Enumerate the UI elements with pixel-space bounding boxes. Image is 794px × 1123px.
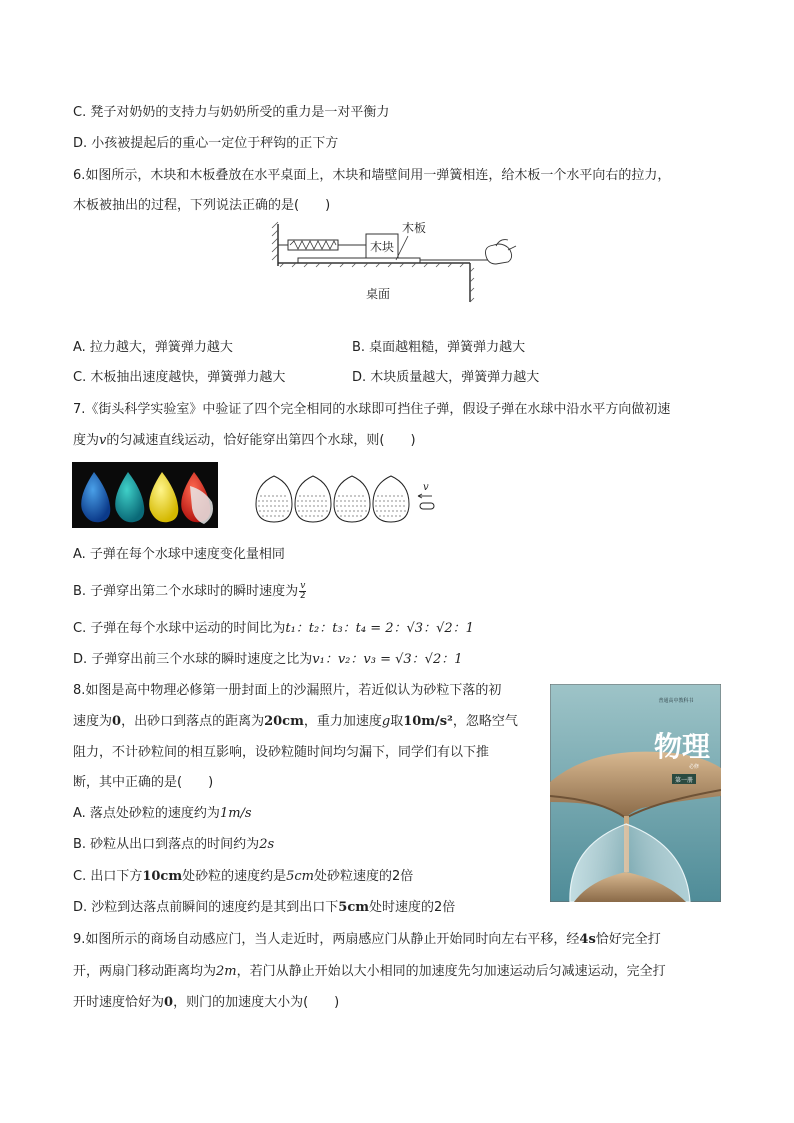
- q8-option-c: C. 出口下方10cm处砂粒的速度约是5cm处砂粒速度的2倍: [73, 869, 414, 884]
- velocity-label: v: [423, 482, 429, 493]
- q9-stem-line1: 9.如图所示的商场自动感应门，当人走近时，两扇感应门从静止开始同时向左右平移，经4s恰好完全打: [73, 932, 661, 947]
- table-label: 桌面: [365, 287, 391, 301]
- q7-stem-line1: 7.《街头科学实验室》中验证了四个完全相同的水球即可挡住子弹，假设子弹在水球中沿水平方向做初速: [73, 402, 671, 417]
- q8-stem-line1: 8.如图是高中物理必修第一册封面上的沙漏照片，若近似认为砂粒下落的初: [73, 683, 502, 698]
- q9-stem-line3: 开时速度恰好为0，则门的加速度大小为( ): [73, 995, 340, 1010]
- q5-option-d: D. 小孩被提起后的重心一定位于秤钩的正下方: [73, 136, 339, 151]
- textbook-cover-image: [550, 684, 721, 902]
- q8-option-b: B. 砂粒从出口到落点的时间约为2s: [73, 837, 275, 852]
- q7-option-c: C. 子弹在每个水球中运动的时间比为t₁：t₂：t₃：t₄ = 2：√3：√2：1: [73, 621, 474, 636]
- q8-stem-line4: 断，其中正确的是( ): [73, 775, 214, 790]
- q8-option-d: D. 沙粒到达落点前瞬间的速度约是其到出口下5cm处时速度的2倍: [73, 900, 456, 915]
- q8-stem-line2: 速度为0，出砂口到落点的距离为20cm，重力加速度g取10m/s²，忽略空气: [73, 714, 518, 729]
- q7-stem-line2: 度为v的匀减速直线运动，恰好能穿出第四个水球，则( ): [73, 433, 416, 448]
- cover-subtitle: 必修: [688, 764, 700, 770]
- block-label: 木块: [369, 240, 395, 254]
- q7-option-d: D. 子弹穿出前三个水球的瞬时速度之比为v₁：v₂：v₃ = √3：√2：1: [73, 652, 463, 667]
- q6-stem-line2: 木板被抽出的过程，下列说法正确的是( ): [73, 198, 331, 213]
- q7-option-a: A. 子弹在每个水球中速度变化量相同: [73, 547, 285, 562]
- q6-option-b: B. 桌面越粗糙，弹簧弹力越大: [352, 340, 526, 355]
- q7-option-b: B. 子弹穿出第二个水球时的瞬时速度为 $\frac{v}{2}$: [73, 581, 306, 601]
- q9-stem-line2: 开，两扇门移动距离均为2m，若门从静止开始以大小相同的加速度先匀加速运动后匀减速运动，完全打: [73, 964, 666, 979]
- q6-option-c: C. 木板抽出速度越快，弹簧弹力越大: [73, 370, 286, 385]
- water-balloons-photo: [72, 462, 218, 528]
- q5-option-c: C. 凳子对奶奶的支持力与奶奶所受的重力是一对平衡力: [73, 105, 390, 120]
- cover-volume: 第一册: [674, 777, 694, 784]
- q8-option-a: A. 落点处砂粒的速度约为1m/s: [73, 806, 252, 821]
- q7-diagram: [252, 470, 452, 528]
- cover-series: 普通高中教科书: [658, 698, 694, 704]
- board-label: 木板: [402, 221, 427, 235]
- q6-option-d: D. 木块质量越大，弹簧弹力越大: [352, 370, 540, 385]
- cover-title: 物理: [653, 730, 711, 763]
- hand-icon: [420, 240, 516, 264]
- bullet: [420, 503, 434, 509]
- q7-option-d-formula: v₁：v₂：v₃ = √3：√2：1: [312, 652, 463, 667]
- q7-option-c-formula: t₁：t₂：t₃：t₄ = 2：√3：√2：1: [285, 621, 474, 636]
- q6-figure: [270, 216, 530, 308]
- q6-stem-line1: 6.如图所示，木块和木板叠放在水平桌面上，木块和墙壁间用一弹簧相连，给木板一个水平向右的拉力，: [73, 168, 671, 183]
- q6-option-a: A. 拉力越大，弹簧弹力越大: [73, 340, 233, 355]
- q8-stem-line3: 阻力，不计砂粒间的相互影响，设砂粒随时间均匀漏下，同学们有以下推: [73, 745, 490, 760]
